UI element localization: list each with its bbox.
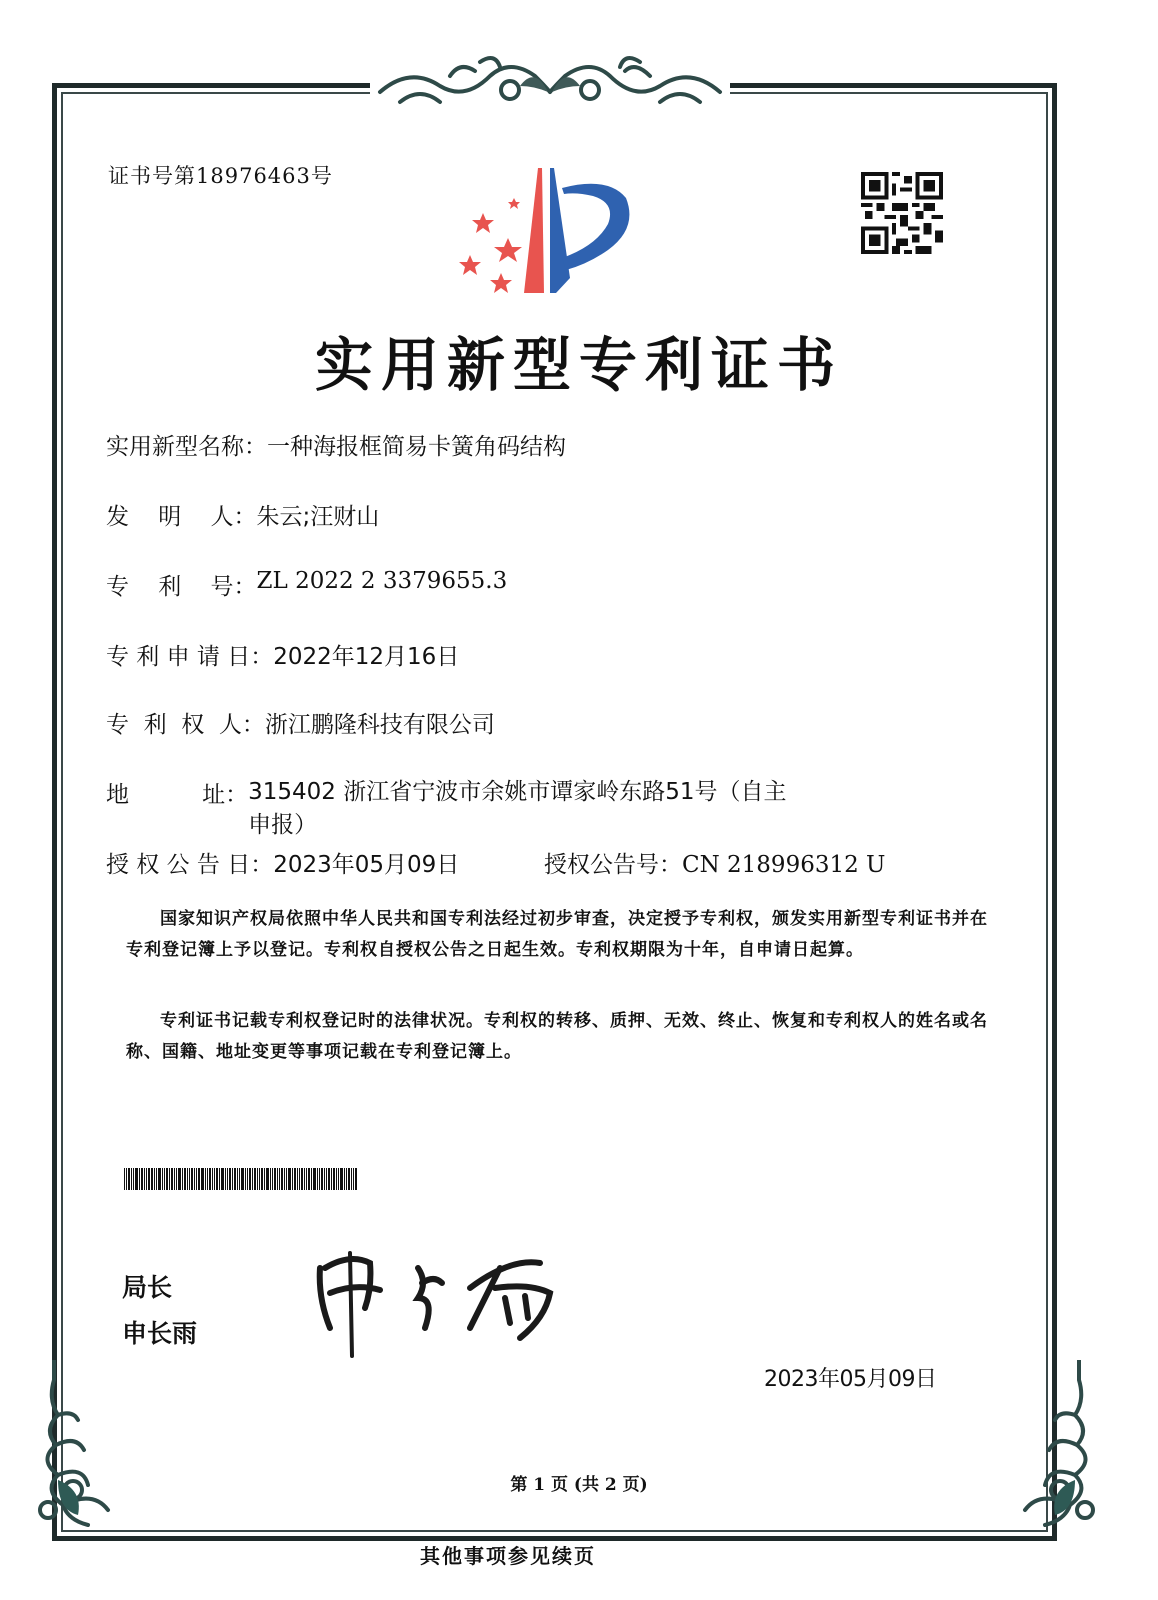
barcode-bar [212, 1168, 213, 1190]
top-ornament-icon [370, 46, 730, 116]
legal-paragraph-1: 国家知识产权局依照中华人民共和国专利法经过初步审查，决定授予专利权，颁发实用新型专利证书并在专利登记簿上予以登记。专利权自授权公告之日起生效。专利权期限为十年，自申请日起算。 [126, 909, 988, 960]
barcode-bar [288, 1168, 291, 1190]
barcode-icon [124, 1168, 422, 1190]
barcode-bar [154, 1168, 155, 1190]
barcode-bar [340, 1168, 343, 1190]
barcode-bar [241, 1168, 244, 1190]
barcode-bar [198, 1168, 200, 1190]
corner-ornament-bottom-right-icon [985, 1360, 1105, 1530]
barcode-bar [209, 1168, 211, 1190]
barcode-bar [135, 1168, 138, 1190]
barcode-bar [184, 1168, 186, 1190]
field-filing-date [106, 638, 459, 671]
barcode-bar [270, 1168, 271, 1190]
barcode-bar [216, 1168, 218, 1190]
field-grant-date [106, 846, 459, 879]
barcode-bar [308, 1168, 310, 1190]
barcode-bar [328, 1168, 330, 1190]
barcode-bar [182, 1168, 183, 1190]
field-utility-model-name [106, 428, 566, 461]
barcode-bar [239, 1168, 240, 1190]
barcode-bar [249, 1168, 251, 1190]
barcode-bar [331, 1168, 332, 1190]
barcode-bar [324, 1168, 325, 1190]
field-patentee [106, 706, 495, 739]
field-value: 浙江鹏隆科技有限公司 [264, 712, 495, 738]
barcode-bar [194, 1168, 195, 1190]
barcode-bar [219, 1168, 220, 1190]
barcode-bar [178, 1168, 181, 1190]
barcode-bar [286, 1168, 287, 1190]
barcode-bar [274, 1168, 276, 1190]
barcode-bar [189, 1168, 190, 1190]
field-label: 地 址： [106, 782, 249, 808]
field-label: 授权公告号： [544, 852, 682, 878]
barcode-bar [266, 1168, 269, 1190]
signature-icon [310, 1228, 570, 1358]
field-value: 2022年12月16日 [273, 644, 460, 670]
barcode-bar [131, 1168, 132, 1190]
barcode-bar [214, 1168, 215, 1190]
signatory-title: 局长 [122, 1273, 173, 1302]
barcode-bar [348, 1168, 350, 1190]
barcode-bar [346, 1168, 347, 1190]
barcode-bar [124, 1168, 125, 1190]
barcode-bar [207, 1168, 208, 1190]
field-label: 专 利 权 人： [106, 712, 265, 738]
barcode-bar [237, 1168, 238, 1190]
barcode-bar [292, 1168, 293, 1190]
barcode-bar [225, 1168, 226, 1190]
field-value: 315402 浙江省宁波市余姚市谭家岭东路51号（自主申报） [248, 779, 787, 838]
barcode-bar [187, 1168, 188, 1190]
field-address [106, 776, 866, 842]
certificate-number: 证书号第18976463号 [108, 164, 333, 188]
field-label: 发 明 人： [106, 504, 257, 530]
barcode-bar [259, 1168, 260, 1190]
barcode-bar [353, 1168, 354, 1190]
barcode-bar [319, 1168, 320, 1190]
barcode-bar [227, 1168, 228, 1190]
field-value: 朱云;汪财山 [256, 504, 380, 530]
barcode-bar [299, 1168, 300, 1190]
barcode-bar [281, 1168, 283, 1190]
corner-ornament-bottom-left-icon [28, 1360, 148, 1530]
barcode-bar [338, 1168, 339, 1190]
qr-code-icon[interactable] [860, 172, 944, 254]
barcode-bar [156, 1168, 157, 1190]
barcode-bar [261, 1168, 263, 1190]
barcode-bar [166, 1168, 168, 1190]
field-value: 2023年05月09日 [273, 852, 460, 878]
signatory-name: 申长雨 [122, 1319, 198, 1348]
barcode-bar [133, 1168, 134, 1190]
field-label: 实用新型名称： [106, 434, 267, 460]
field-label: 授 权 公 告 日： [106, 852, 274, 878]
barcode-bar [333, 1168, 335, 1190]
barcode-bar [126, 1168, 127, 1190]
barcode-bar [326, 1168, 327, 1190]
barcode-bar [139, 1168, 140, 1190]
certificate-title: 实用新型专利证书 [314, 331, 843, 399]
barcode-bar [355, 1168, 357, 1190]
continued-note: 其他事项参见续页 [420, 1544, 596, 1568]
barcode-bar [128, 1168, 130, 1190]
barcode-bar [205, 1168, 206, 1190]
barcode-bar [158, 1168, 161, 1190]
field-inventor [106, 498, 379, 531]
barcode-bar [201, 1168, 204, 1190]
barcode-bar [272, 1168, 273, 1190]
barcode-bar [311, 1168, 312, 1190]
barcode-bar [336, 1168, 337, 1190]
barcode-bar [144, 1168, 145, 1190]
barcode-bar [247, 1168, 248, 1190]
barcode-bar [234, 1168, 236, 1190]
barcode-bar [221, 1168, 224, 1190]
field-label: 专 利 号： [106, 574, 257, 600]
barcode-bar [191, 1168, 193, 1190]
field-value: 一种海报框简易卡簧角码结构 [267, 434, 566, 460]
barcode-bar [176, 1168, 177, 1190]
barcode-bar [245, 1168, 246, 1190]
field-value: CN 218996312 U [682, 852, 886, 878]
barcode-bar [317, 1168, 318, 1190]
barcode-bar [232, 1168, 233, 1190]
barcode-bar [264, 1168, 265, 1190]
barcode-bar [169, 1168, 170, 1190]
barcode-bar [351, 1168, 352, 1190]
barcode-bar [229, 1168, 231, 1190]
field-grant-publication-number [544, 846, 885, 879]
barcode-bar [174, 1168, 175, 1190]
field-value: ZL 2022 2 3379655.3 [256, 568, 508, 594]
barcode-bar [294, 1168, 296, 1190]
barcode-bar [297, 1168, 298, 1190]
barcode-bar [146, 1168, 147, 1190]
signature-date: 2023年05月09日 [764, 1367, 937, 1392]
barcode-bar [164, 1168, 165, 1190]
barcode-bar [301, 1168, 303, 1190]
legal-paragraph-2: 专利证书记载专利权登记时的法律状况。专利权的转移、质押、无效、终止、恢复和专利权人的姓名或名称、国籍、地址变更等事项记载在专利登记簿上。 [126, 1011, 988, 1062]
barcode-bar [162, 1168, 163, 1190]
page-indicator: 第 1 页 (共 2 页) [510, 1475, 648, 1495]
field-patent-number [106, 568, 507, 601]
barcode-bar [141, 1168, 143, 1190]
cnipa-logo-icon [458, 158, 648, 298]
barcode-bar [171, 1168, 173, 1190]
field-label: 专 利 申 请 日： [106, 644, 274, 670]
barcode-bar [257, 1168, 258, 1190]
barcode-bar [151, 1168, 153, 1190]
barcode-bar [279, 1168, 280, 1190]
barcode-bar [277, 1168, 278, 1190]
barcode-bar [304, 1168, 305, 1190]
barcode-bar [148, 1168, 150, 1190]
barcode-bar [321, 1168, 323, 1190]
barcode-bar [254, 1168, 256, 1190]
barcode-bar [196, 1168, 197, 1190]
barcode-bar [306, 1168, 307, 1190]
barcode-bar [284, 1168, 285, 1190]
barcode-bar [313, 1168, 316, 1190]
barcode-bar [252, 1168, 253, 1190]
barcode-bar [344, 1168, 345, 1190]
